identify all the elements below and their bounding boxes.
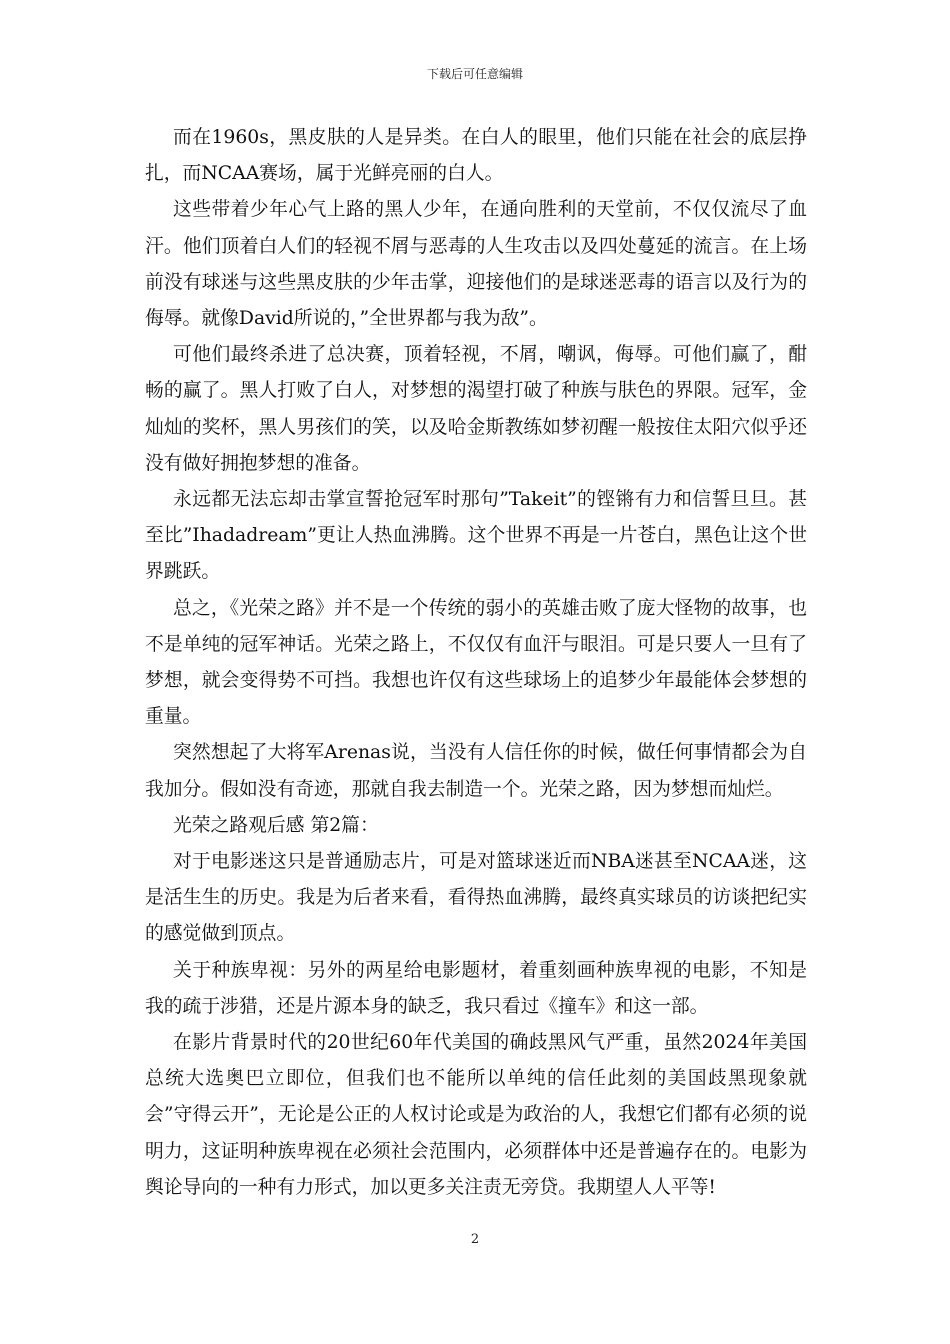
paragraph: 可他们最终杀进了总决赛，顶着轻视，不屑，嘲讽，侮辱。可他们赢了，酣畅的赢了。黑人打败了白人，对梦想的渴望打破了种族与肤色的界限。冠军，金灿灿的奖杯，黑人男孩们的笑，以及哈金斯教练如梦初醒一般按住太阳穴似乎还没有做好拥抱梦想的准备。 [145, 344, 807, 474]
paragraph: 总之，《光荣之路》并不是一个传统的弱小的英雄击败了庞大怪物的故事，也不是单纯的冠军神话。光荣之路上，不仅仅有血汗与眼泪。可是只要人一旦有了梦想，就会变得势不可挡。我想也许仅有这些球场上的追梦少年最能体会梦想的重量。 [145, 597, 807, 728]
paragraph: 在影片背景时代的20世纪60年代美国的确歧黑风气严重，虽然2024年美国总统大选奥巴立即位，但我们也不能所以单纯的信任此刻的美国歧黑现象就会”守得云开”，无论是公正的人权讨论或是为政治的人，我想它们都有必须的说明力，这证明种族卑视在必须社会范围内，必须群体中还是普遍存在的。电影为舆论导向的一种有力形式，加以更多关注责无旁贷。我期望人人平等! [145, 1032, 807, 1198]
paragraph: 关于种族卑视：另外的两星给电影题材，着重刻画种族卑视的电影，不知是我的疏于涉猎，还是片源本身的缺乏，我只看过《撞车》和这一部。 [145, 959, 807, 1017]
paragraph: 对于电影迷这只是普通励志片，可是对篮球迷近而NBA迷甚至NCAA迷，这是活生生的历史。我是为后者来看，看得热血沸腾，最终真实球员的访谈把纪实的感觉做到顶点。 [145, 851, 807, 945]
page-number: 2 [470, 1232, 480, 1247]
paragraph: 永远都无法忘却击掌宣誓抢冠军时那句”Takeit”的铿锵有力和信誓旦旦。甚至比”Ihadadream”更让人热血沸腾。这个世界不再是一片苍白，黑色让这个世界跳跃。 [145, 489, 807, 583]
document-body [145, 120, 807, 1206]
paragraph: 突然想起了大将军Arenas说，当没有人信任你的时候，做任何事情都会为自我加分。假如没有奇迹，那就自我去制造一个。光荣之路，因为梦想而灿烂。 [145, 742, 807, 800]
paragraph: 而在1960s，黑皮肤的人是异类。在白人的眼里，他们只能在社会的底层挣扎，而NCAA赛场，属于光鲜亮丽的白人。 [145, 127, 807, 185]
paragraph: 这些带着少年心气上路的黑人少年，在通向胜利的天堂前，不仅仅流尽了血汗。他们顶着白人们的轻视不屑与恶毒的人生攻击以及四处蔓延的流言。在上场前没有球迷与这些黑皮肤的少年击掌，迎接他们的是球迷恶毒的语言以及行为的侮辱。就像David所说的，”全世界都与我为敌”。 [145, 199, 807, 330]
section-heading: 光荣之路观后感 第2篇： [173, 814, 379, 836]
page-header: 下载后可任意编辑 [426, 67, 523, 81]
